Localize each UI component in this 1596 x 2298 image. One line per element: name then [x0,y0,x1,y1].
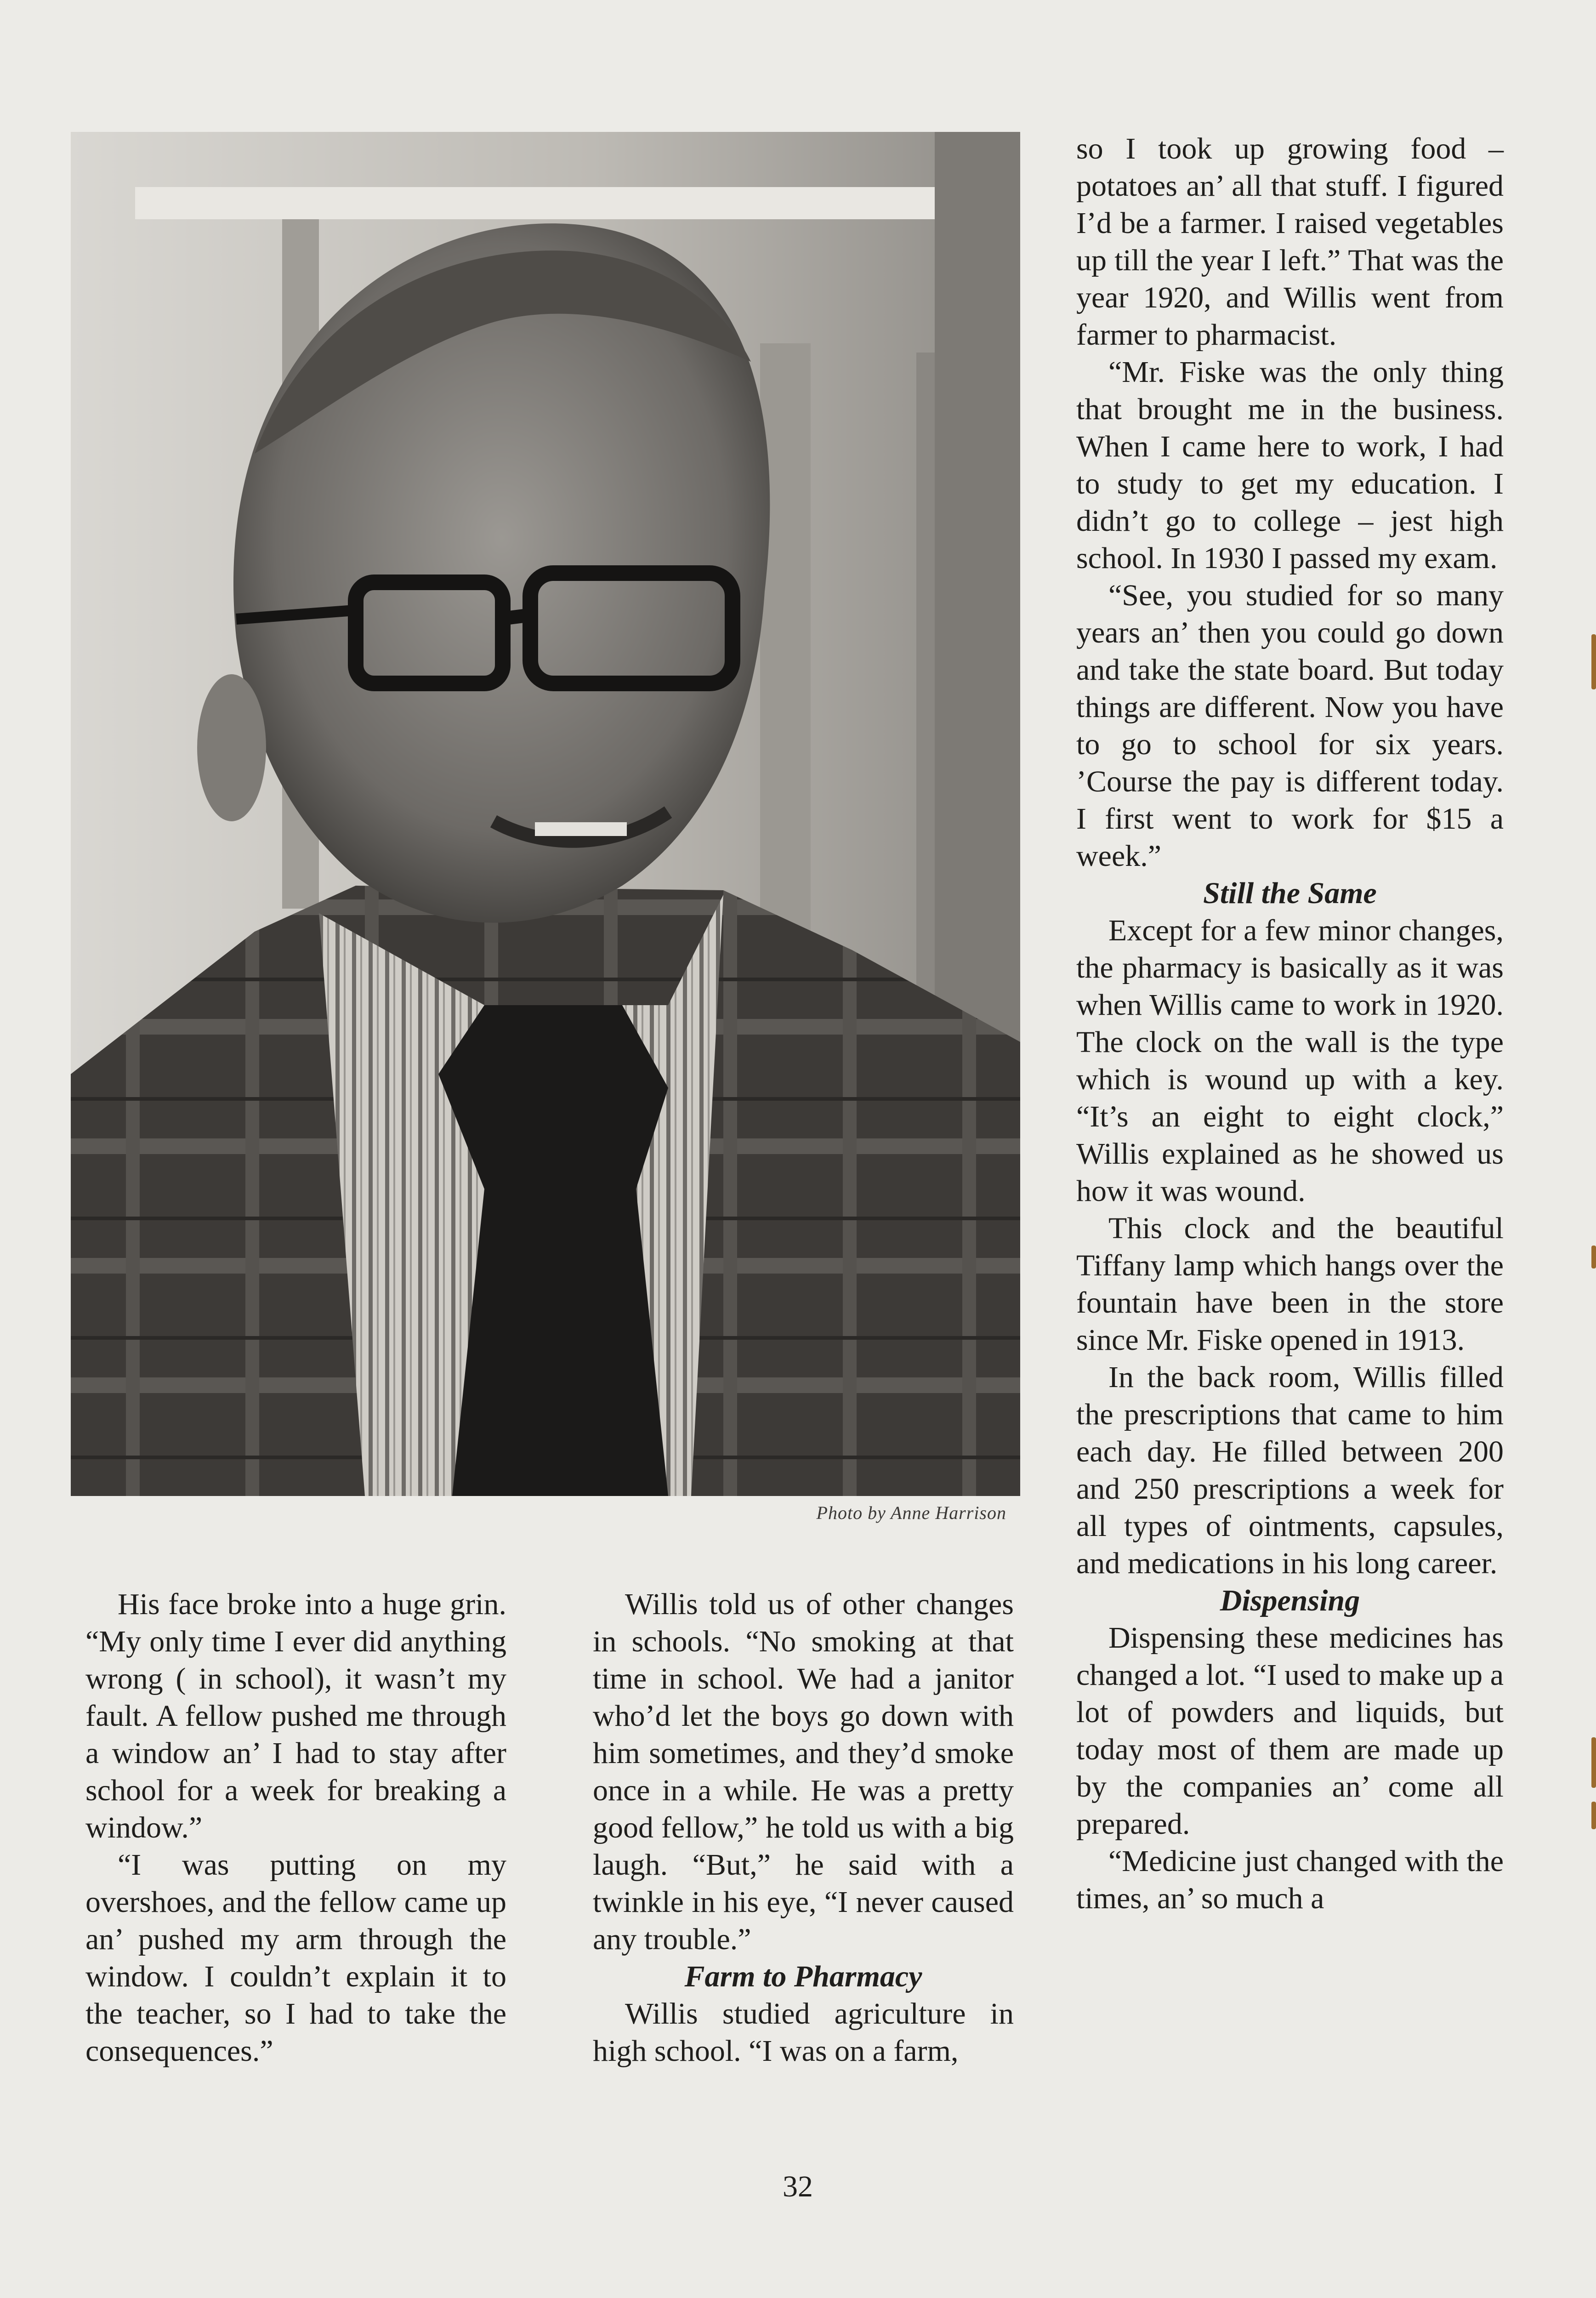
paragraph: Except for a few minor changes, the pharmacy is basically as it was when Willis came to work in 1920. The clock on the wall is the type which is wound up with a key. “It’s an eight to eight clock,” Willis explained as he showed us how it was wound. [1076,914,1504,1208]
paragraph: His face broke into a huge grin. “My only time I ever did anything wrong ( in school), it wasn’t my fault. A fellow pushed me through a window an’ I had to stay after school for a week for breaking a window.” [85,1587,506,1844]
paragraph: Willis studied agriculture in high school. “I was on a farm, [593,1997,1014,2068]
column-2 [593,1586,1014,2070]
paragraph: Dispensing these medicines has changed a lot. “I used to make up a lot of powders and liquids, but today most of them are made up by the companies an’ come all prepared. [1076,1621,1504,1841]
column-1 [85,1586,506,2070]
section-heading-still-the-same: Still the Same [1203,876,1377,910]
paragraph: “I was putting on my overshoes, and the fellow came up an’ pushed my arm through the window. I couldn’t explain it to the teacher, so I had to take the consequences.” [85,1848,506,2068]
portrait-photo [71,132,1020,1496]
section-heading-dispensing: Dispensing [1220,1584,1360,1617]
page-number: 32 [783,2170,813,2203]
paragraph: Willis told us of other changes in schools. “No smoking at that time in school. We had a janitor who’d let the boys go down with him sometimes, and they’d smoke once in a while. He was a pretty good fellow,” he told us with a big laugh. “But,” he said with a twinkle in his eye, “I never caused any trouble.” [593,1587,1014,1956]
binding-edge-mark [1591,1737,1596,1788]
column-3 [1076,130,1504,1917]
binding-edge-mark [1591,1246,1596,1268]
paragraph: In the back room, Willis filled the prescriptions that came to him each day. He filled between 200 and 250 prescriptions a week for all types of ointments, capsules, and medications in his long career. [1076,1360,1504,1580]
paragraph: “See, you studied for so many years an’ then you could go down and take the state board. But today things are different. Now you have to go to school for six years. ’Course the pay is different today. I first went to work for $15 a week.” [1076,579,1504,873]
binding-edge-mark [1591,634,1596,689]
binding-edge-mark [1591,1802,1596,1829]
section-heading-farm-to-pharmacy: Farm to Pharmacy [684,1960,922,1993]
paragraph: “Medicine just changed with the times, an’ so much a [1076,1844,1504,1915]
paragraph: “Mr. Fiske was the only thing that brought me in the business. When I came here to work, I had to study to get my education. I didn’t go to college – jest high school. In 1930 I passed my exam. [1076,355,1504,575]
paragraph: This clock and the beautiful Tiffany lamp which hangs over the fountain have been in the store since Mr. Fiske opened in 1913. [1076,1212,1504,1357]
photo-caption: Photo by Anne Harrison [816,1502,1006,1523]
portrait-photo-illustration [71,132,1020,1496]
paragraph-continuation: so I took up growing food – potatoes an’ all that stuff. I figured I’d be a farmer. I raised vegetables up till the year I left.” That was the year 1920, and Willis went from farmer to pharmacist. [1076,132,1504,352]
